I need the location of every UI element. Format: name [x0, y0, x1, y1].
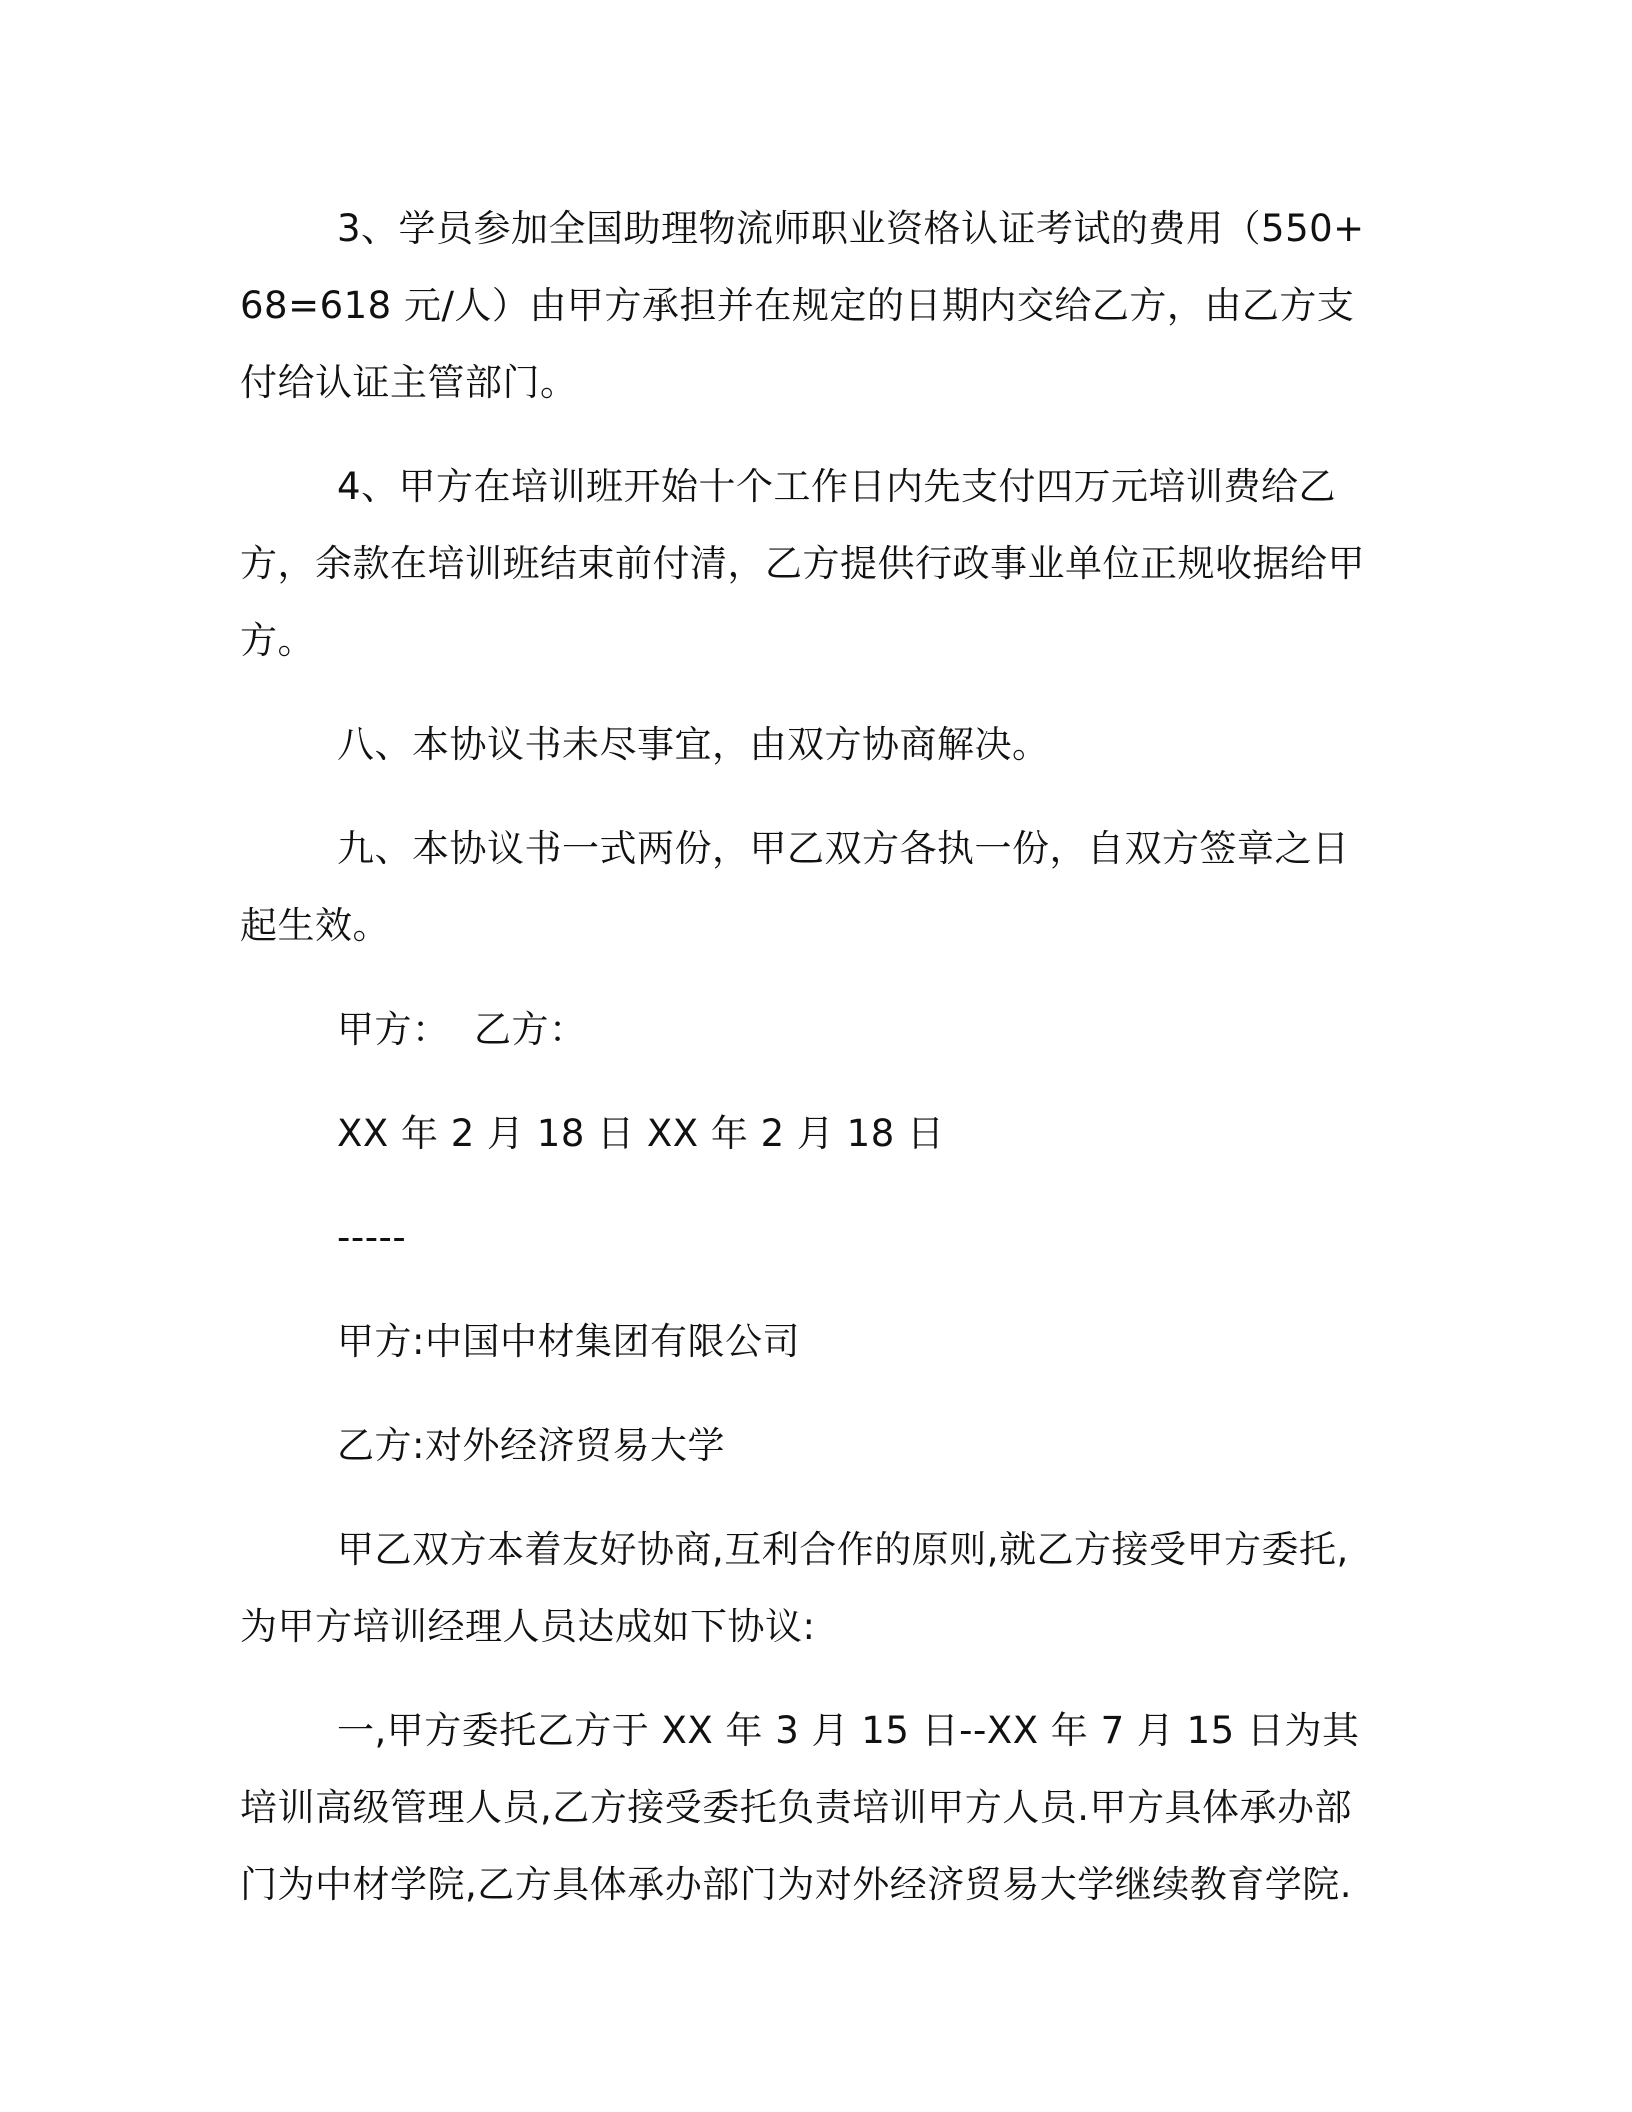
party-a: 甲方:中国中材集团有限公司: [337, 1320, 800, 1363]
clause-nine: 九、本协议书一式两份，甲乙双方各执一份，自双方签章之日起生效。: [240, 827, 1350, 947]
agreement-preamble: 甲乙双方本着友好协商,互利合作的原则,就乙方接受甲方委托,为甲方培训经理人员达成如下协议:: [240, 1528, 1349, 1648]
clause-payment: 4、甲方在培训班开始十个工作日内先支付四万元培训费给乙方，余款在培训班结束前付清，乙方提供行政事业单位正规收据给甲方。: [240, 465, 1365, 662]
document-body: [240, 190, 1380, 1950]
signature-parties: 甲方： 乙方：: [337, 1008, 587, 1051]
clause-one: 一,甲方委托乙方于 XX 年 3 月 15 日--XX 年 7 月 15 日为其培训高级管理人员,乙方接受委托负责培训甲方人员.甲方具体承办部门为中材学院,乙方具体承办部门为对外经济贸易大学继续教育学院.: [240, 1709, 1360, 1906]
signature-dates: XX 年 2 月 18 日 XX 年 2 月 18 日: [337, 1112, 945, 1155]
section-divider: -----: [337, 1216, 407, 1259]
clause-eight: 八、本协议书未尽事宜，由双方协商解决。: [337, 723, 1050, 766]
clause-fee-exam: 3、学员参加全国助理物流师职业资格认证考试的费用（550+68=618 元/人）由甲方承担并在规定的日期内交给乙方，由乙方支付给认证主管部门。: [240, 207, 1365, 404]
party-b: 乙方:对外经济贸易大学: [337, 1424, 725, 1467]
